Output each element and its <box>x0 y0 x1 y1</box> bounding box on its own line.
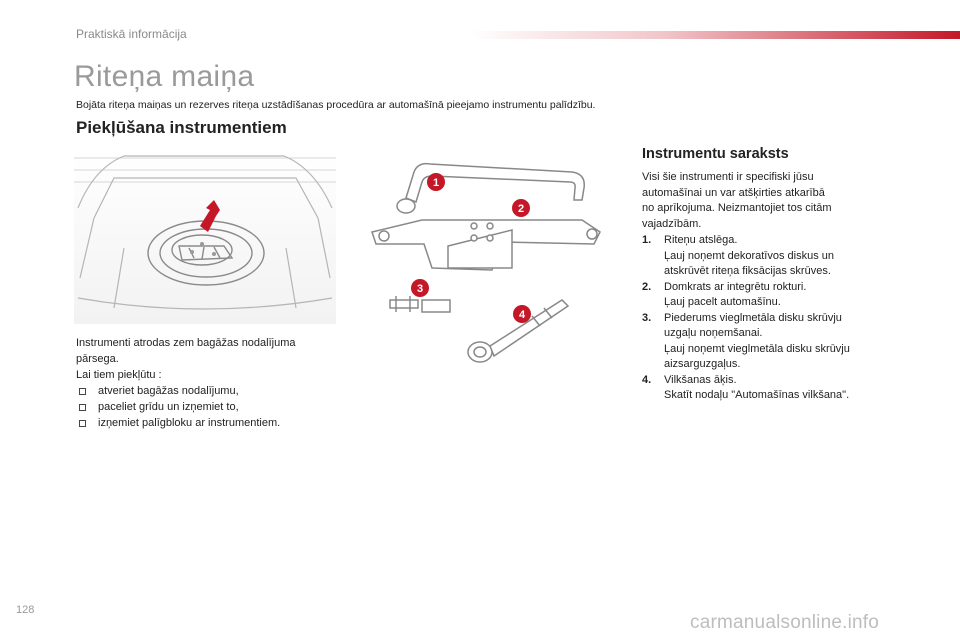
access-line: Instrumenti atrodas zem bagāžas nodalījuma <box>76 337 296 349</box>
page-number: 128 <box>16 604 35 616</box>
tool-desc: aizsarguzgaļus. <box>664 358 741 370</box>
callout-2: 2 <box>517 203 525 215</box>
callout-3: 3 <box>416 283 424 295</box>
access-step: paceliet grīdu un izņemiet to, <box>76 399 336 415</box>
watermark: carmanualsonline.info <box>690 612 880 633</box>
tools-illustration <box>362 150 612 380</box>
access-instructions <box>76 335 336 431</box>
tool-desc: Ļauj noņemt dekoratīvos diskus un <box>664 249 834 262</box>
section-label: Praktiskā informācija <box>76 27 187 41</box>
tool-desc: Skatīt nodaļu "Automašīnas vilkšana". <box>664 389 850 401</box>
tool-desc: Ļauj pacelt automašīnu. <box>664 296 781 308</box>
tool-number: 4. <box>642 373 652 386</box>
callout-1: 1 <box>432 177 440 189</box>
tool-list <box>642 233 892 404</box>
trunk-illustration <box>74 148 336 324</box>
page-title: Riteņa maiņa <box>74 60 255 93</box>
access-step: izņemiet palīgbloku ar instrumentiem. <box>76 415 336 431</box>
tool-desc: atskrūvēt riteņa fiksācijas skrūves. <box>664 265 831 277</box>
tool-intro-line: automašīnai un var atšķirties atkarībā <box>642 186 825 199</box>
tool-item-towing-eye <box>642 373 892 404</box>
tool-intro-line: Visi šie instrumenti ir specifiski jūsu <box>642 171 814 183</box>
tool-number: 3. <box>642 311 652 324</box>
tool-title: Vilkšanas āķis. <box>664 373 737 386</box>
tool-item-jack <box>642 280 892 311</box>
intro-text: Bojāta riteņa maiņas un rezerves riteņa uzstādīšanas procedūra ar automašīnā pieejamo instrumentu palīdzību. <box>76 99 596 111</box>
tool-title: Riteņu atslēga. <box>664 234 738 246</box>
access-line: Lai tiem piekļūtu : <box>76 369 162 381</box>
access-line: pārsega. <box>76 353 119 365</box>
tool-number: 2. <box>642 280 652 293</box>
tool-item-cap-remover <box>642 311 892 373</box>
tool-list-heading: Instrumentu saraksts <box>642 146 789 162</box>
header-accent-rule <box>470 31 960 39</box>
access-step: atveriet bagāžas nodalījumu, <box>76 383 336 399</box>
tool-desc: Ļauj noņemt vieglmetāla disku skrūvju <box>664 342 850 355</box>
tool-title: Piederums vieglmetāla disku skrūvju <box>664 311 842 324</box>
tool-list-intro <box>642 170 872 232</box>
tool-number: 1. <box>642 234 652 246</box>
tool-intro-line: no aprīkojuma. Neizmantojiet tos citām <box>642 202 832 214</box>
tool-intro-line: vajadzībām. <box>642 217 702 230</box>
access-subheading: Piekļūšana instrumentiem <box>76 118 287 137</box>
callout-4: 4 <box>518 309 526 321</box>
tool-title: Domkrats ar integrētu rokturi. <box>664 280 807 293</box>
tool-item-wheel-wrench <box>642 233 892 280</box>
tool-desc: uzgaļu noņemšanai. <box>664 327 763 339</box>
